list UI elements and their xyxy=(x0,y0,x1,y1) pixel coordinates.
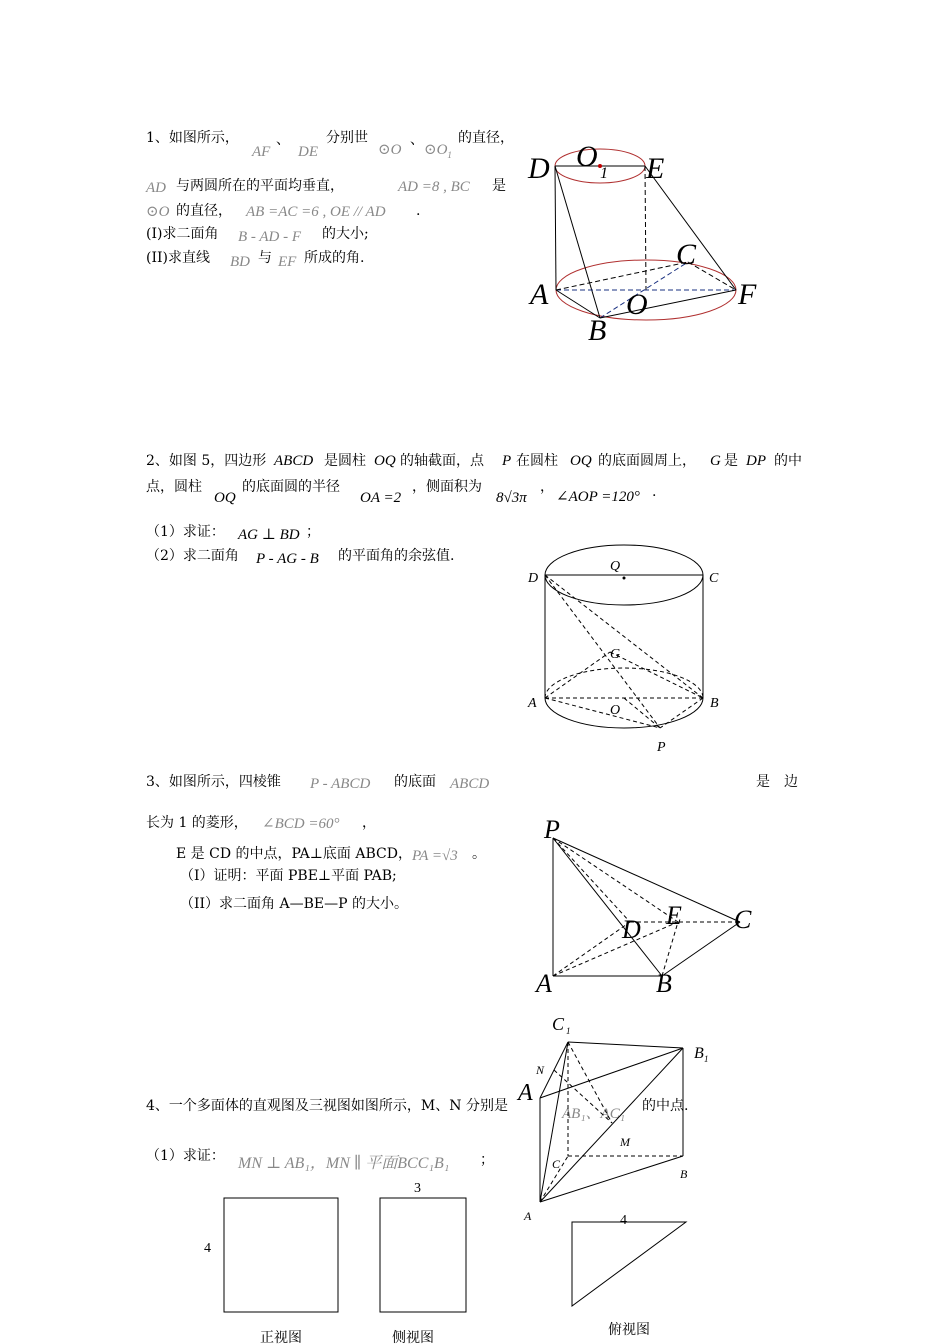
fig4-label-n: N xyxy=(536,1063,545,1077)
p2-q1a: （1）求证： xyxy=(146,524,225,540)
fig3-pb xyxy=(553,838,662,976)
fig4-ac1 xyxy=(540,1042,568,1202)
fig1-label-c: C xyxy=(676,238,697,271)
p4-l1c: 的中点. xyxy=(642,1098,689,1114)
p1-q2-end: 所成的角. xyxy=(304,250,365,266)
p1-line1: 1、如图所示， xyxy=(146,130,239,146)
p1-ab-ac: AB =AC =6 , OE // AD xyxy=(246,204,386,220)
p3-l1e: 是 边 xyxy=(756,774,798,790)
p1-q1-label: (I)求二面角 xyxy=(146,226,219,242)
three-view-labels xyxy=(204,1181,650,1344)
fig1-db xyxy=(555,166,600,318)
p1-q2-bd: BD xyxy=(230,254,250,270)
fig2-label-d: D xyxy=(528,571,539,586)
dim-3: 3 xyxy=(414,1181,421,1196)
p1-shi: 是 xyxy=(492,178,506,194)
p1-q2-label: (II)求直线 xyxy=(146,250,210,266)
p2-q2c: 的平面角的余弦值. xyxy=(338,548,455,564)
front-view-caption: 正视图 xyxy=(260,1331,302,1344)
fig3-bc xyxy=(662,922,740,976)
p2-area: 8√3π xyxy=(496,490,527,506)
fig2-label-c: C xyxy=(709,571,719,586)
fig2-label-b: B xyxy=(710,696,719,711)
fig3-ae xyxy=(553,922,678,976)
fig4-c1b1 xyxy=(568,1042,683,1048)
fig2-label-g: G xyxy=(610,647,621,662)
dim-4: 4 xyxy=(204,1241,211,1256)
p3-l3c: 。 xyxy=(472,846,486,862)
p3-l2c: ， xyxy=(362,815,376,831)
p3-l2a: 长为 1 的菱形， xyxy=(146,815,248,831)
fig3-label-b: B xyxy=(656,969,672,998)
p1-fenbie: 分别世 xyxy=(326,130,368,146)
p4-l1a: 4、一个多面体的直观图及三视图如图所示，M、N 分别是 xyxy=(146,1098,508,1114)
fig1-label-o: O xyxy=(626,288,648,321)
side-view-rect xyxy=(380,1198,466,1312)
p4-q1a: （1）求证： xyxy=(146,1148,225,1164)
fig1-ac xyxy=(556,262,688,290)
fig3-label-c: C xyxy=(734,905,752,934)
p1-af: AF xyxy=(252,144,271,160)
p1-zhijing: 的直径， xyxy=(458,130,514,146)
p3-pa: PA =√3 xyxy=(412,848,458,864)
fig1-label-one: 1 xyxy=(600,165,608,182)
fig2-ag xyxy=(545,652,610,698)
p2-oq3: OQ xyxy=(214,490,236,506)
p2-angle: ∠AOP =120° xyxy=(556,489,640,505)
fig4-nm xyxy=(554,1070,612,1123)
p2-q2b: P - AG - B xyxy=(256,551,319,567)
p2-l1g: 在圆柱 xyxy=(516,453,558,469)
fig1-label-b: B xyxy=(588,314,607,347)
p2-l1c: 是圆柱 xyxy=(324,453,366,469)
p2-l2a: 点，圆柱 xyxy=(146,479,202,495)
fig3-be xyxy=(662,922,678,976)
p2-oa: OA =2 xyxy=(360,490,402,506)
fig2-gb xyxy=(610,652,703,698)
fig4-label-m: M xyxy=(620,1135,630,1149)
p3-pabcd: P - ABCD xyxy=(310,776,371,792)
p3-q2: （II）求二面角 A—BE—P 的大小。 xyxy=(180,896,408,912)
fig2-db xyxy=(545,575,703,698)
fig4-label-b1: B xyxy=(694,1045,704,1062)
figure-3 xyxy=(553,838,740,976)
p3-abcd: ABCD xyxy=(450,776,490,792)
p2-oq1: OQ xyxy=(374,453,396,469)
fig4-label-c: C xyxy=(552,1157,561,1171)
fig1-label-e: E xyxy=(646,152,665,185)
fig4-label-b: B xyxy=(680,1167,688,1181)
fig3-label-d: D xyxy=(622,915,641,944)
p1-sep1: 、 xyxy=(276,132,290,148)
p2-l1m: 的中 xyxy=(774,453,802,469)
p1-sep2: 、 xyxy=(410,132,424,148)
fig2-label-o: O xyxy=(610,703,621,718)
p3-angle: ∠BCD =60° xyxy=(262,816,340,832)
p2-p: P xyxy=(502,453,512,469)
fig2-bottom-front xyxy=(545,698,703,728)
top-view-caption: 俯视图 xyxy=(608,1323,650,1338)
fig2-label-q: Q xyxy=(610,559,621,574)
p2-q1b: AG ⊥ BD xyxy=(238,527,300,543)
p2-oq2: OQ xyxy=(570,453,592,469)
fig3-label-p: P xyxy=(544,815,560,844)
p1-ad: AD xyxy=(146,180,166,196)
p1-de: DE xyxy=(298,144,318,160)
fig2-label-p: P xyxy=(657,740,666,755)
fig4-label-b1-sub: 1 xyxy=(704,1054,709,1064)
fig3-label-e: E xyxy=(666,901,682,930)
p1-circle-o: ⊙O xyxy=(378,142,402,158)
p2-l2i: . xyxy=(652,484,657,500)
figure-1-labels xyxy=(527,140,757,347)
p2-l1a: 2、如图 5，四边形 xyxy=(146,453,267,469)
p2-l1k: 是 xyxy=(724,453,738,469)
p2-dp: DP xyxy=(746,453,766,469)
p4-q1c: ； xyxy=(480,1152,494,1168)
fig1-label-a: A xyxy=(530,278,549,311)
fig2-dp xyxy=(545,575,660,728)
p1-circle-o1: $⊙O_1$ xyxy=(424,142,452,160)
p1-q2-ef: EF xyxy=(278,254,297,270)
p3-l1c: 的底面 xyxy=(394,774,436,790)
p1-q1-angle: B - AD - F xyxy=(238,229,302,245)
fig2-bottom-back xyxy=(545,668,703,698)
fig3-label-a: A xyxy=(536,969,552,998)
fig3-pc xyxy=(553,838,740,922)
fig4-label-a: A xyxy=(524,1209,532,1223)
fig4-c1m xyxy=(568,1042,612,1123)
figure-2-labels xyxy=(527,559,719,755)
p2-l1e: 的轴截面，点 xyxy=(400,453,484,469)
fig4-label-a1: A xyxy=(518,1080,533,1106)
side-view-caption: 侧视图 xyxy=(392,1331,434,1344)
fig1-da xyxy=(555,166,556,290)
p2-l2c: 的底面圆的半径 xyxy=(242,479,340,495)
p1-q1-end: 的大小; xyxy=(322,226,369,242)
front-view-rect xyxy=(224,1198,338,1312)
fig3-ad xyxy=(553,922,630,976)
fig4-label-c1: C xyxy=(552,1014,565,1034)
fig1-bf xyxy=(600,290,736,318)
p2-l2g: ， xyxy=(540,479,554,495)
p2-q1c: ； xyxy=(306,524,320,540)
p4-ab1-ac1: AB₁、AC₁ xyxy=(562,1106,625,1122)
p2-abcd: ABCD xyxy=(274,453,314,469)
fig2-bp xyxy=(660,698,703,728)
p1-circle-o-2: ⊙O xyxy=(146,204,170,220)
p2-g: G xyxy=(710,453,721,469)
fig4-label-c1-sub: 1 xyxy=(566,1026,571,1036)
figure-4 xyxy=(224,1042,689,1312)
p3-q1: （I）证明：平面 PBE⊥平面 PAB; xyxy=(180,868,397,884)
fig2-label-a: A xyxy=(528,696,537,711)
fig2-q-dot xyxy=(623,577,625,579)
p1-dot: . xyxy=(416,203,421,219)
p4-q1b: MN ⊥ AB₁，MN ∥ 平面BCC₁B₁ xyxy=(238,1155,450,1172)
dim-4-top: 4 xyxy=(620,1213,627,1228)
fig1-label-o1: O xyxy=(576,140,598,173)
p2-l1i: 的底面圆周上， xyxy=(598,453,696,469)
fig3-pd xyxy=(553,838,630,922)
fig3-pe xyxy=(553,838,678,922)
p1-diam: 的直径， xyxy=(176,203,232,219)
p2-l2e: ，侧面积为 xyxy=(412,479,482,495)
p3-l1a: 3、如图所示，四棱锥 xyxy=(146,774,281,790)
p1-perp: 与两圆所在的平面均垂直， xyxy=(176,178,344,194)
figure-4-labels xyxy=(516,1014,709,1223)
fig1-label-d: D xyxy=(528,152,550,185)
p1-ad-bc: AD =8 , BC xyxy=(398,179,470,195)
figure-2 xyxy=(545,545,703,728)
p1-q2-yu: 与 xyxy=(258,250,272,266)
p3-l3a: E 是 CD 的中点，PA⊥底面 ABCD， xyxy=(176,846,412,862)
fig1-label-f: F xyxy=(738,278,757,311)
top-view-triangle xyxy=(572,1222,686,1306)
p2-q2a: （2）求二面角 xyxy=(146,548,239,564)
